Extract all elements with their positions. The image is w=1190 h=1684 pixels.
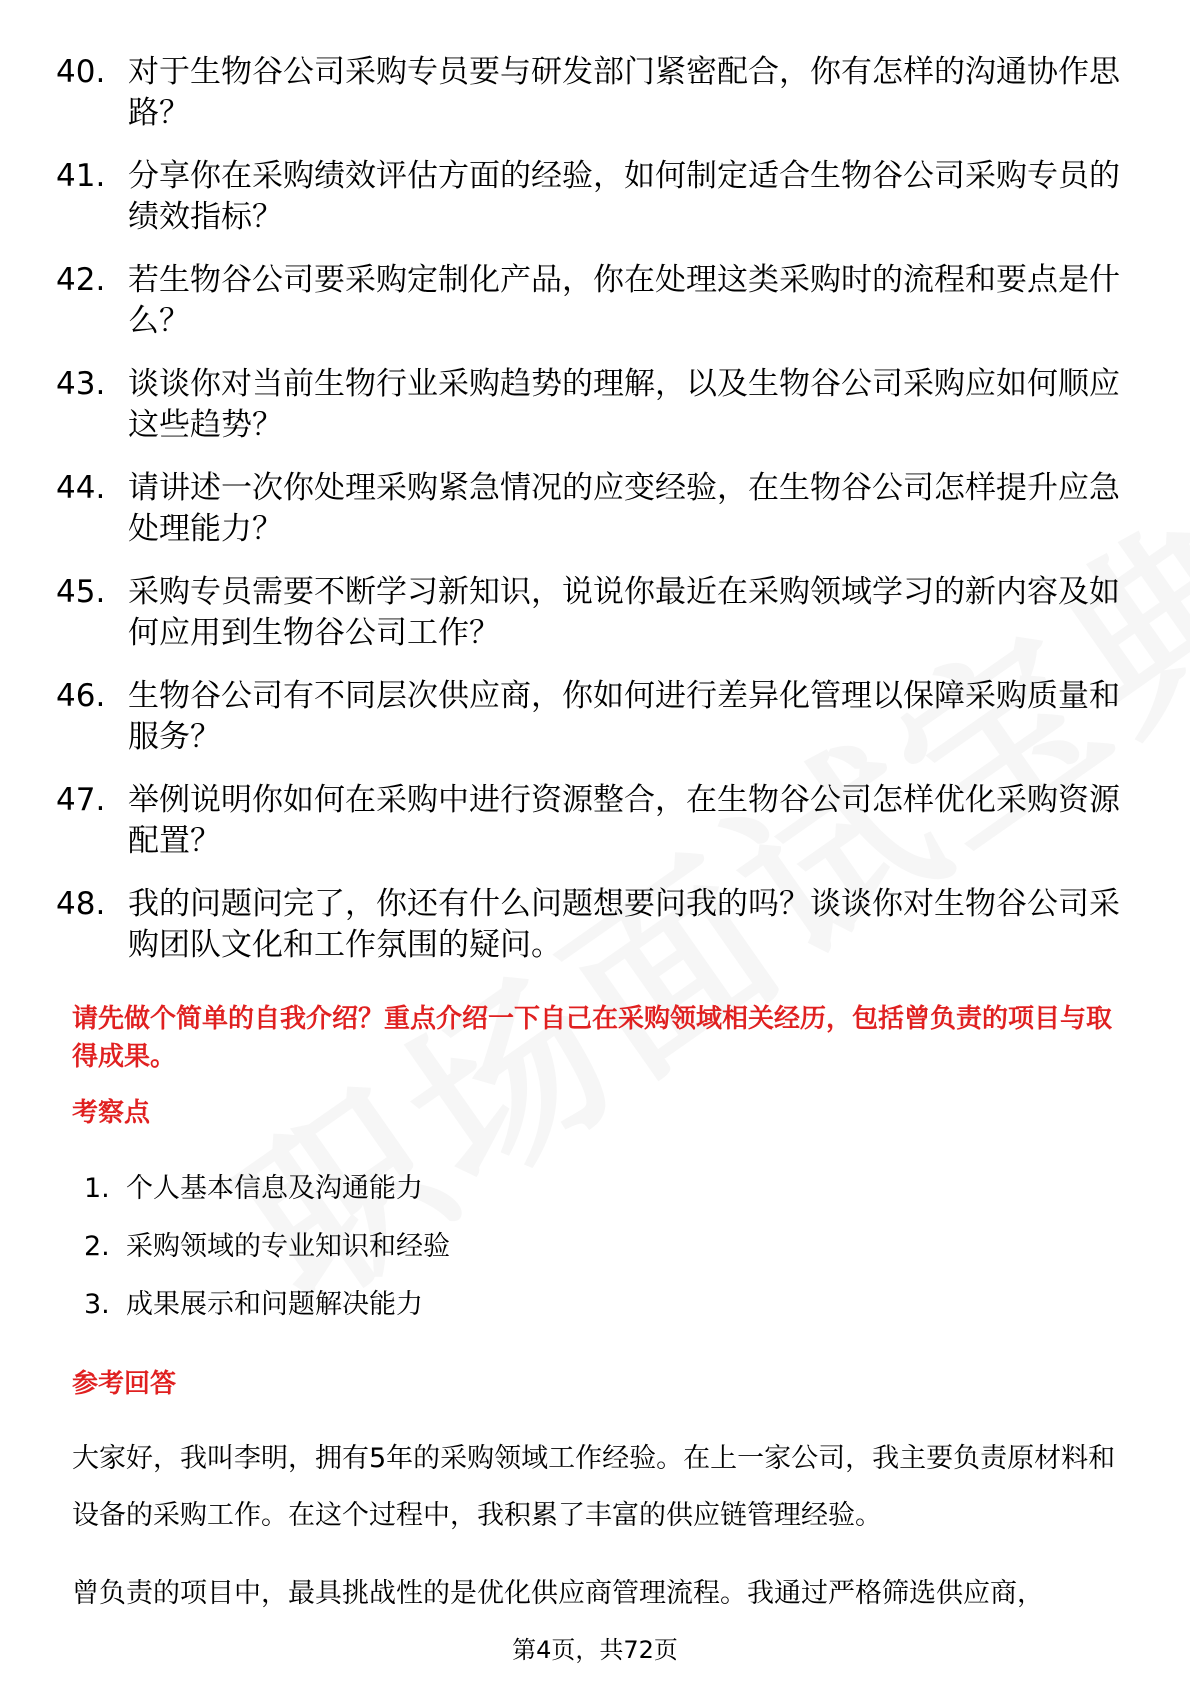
list-item [56,156,1136,238]
page-number: 第4页，共72页 [512,1636,678,1664]
point-number: 3. [84,1289,110,1320]
question-text: 举例说明你如何在采购中进行资源整合，在生物谷公司怎样优化采购资源配置？ [128,782,1120,859]
question-text: 生物谷公司有不同层次供应商，你如何进行差异化管理以保障采购质量和服务？ [128,678,1120,755]
question-number: 44. [56,470,106,506]
question-text: 我的问题问完了，你还有什么问题想要问我的吗？谈谈你对生物谷公司采购团队文化和工作氛围的疑问。 [128,886,1120,963]
list-item [56,364,1136,446]
point-number: 2. [84,1231,110,1262]
answer-heading: 参考回答 [72,1369,177,1399]
answer-paragraph: 大家好，我叫李明，拥有5年的采购领域工作经验。在上一家公司，我主要负责原材料和设备的采购工作。在这个过程中，我积累了丰富的供应链管理经验。 [72,1443,1116,1531]
point-text: 个人基本信息及沟通能力 [126,1173,423,1204]
list-item [56,676,1136,758]
list-item [84,1286,450,1324]
list-item [56,780,1136,862]
question-number: 41. [56,158,106,194]
list-item [56,468,1136,550]
question-number: 46. [56,678,106,714]
question-text: 谈谈你对当前生物行业采购趋势的理解，以及生物谷公司采购应如何顺应这些趋势？ [128,366,1120,443]
question-text: 对于生物谷公司采购专员要与研发部门紧密配合，你有怎样的沟通协作思路？ [128,54,1120,131]
list-item [56,260,1136,342]
answer-paragraph: 曾负责的项目中，最具挑战性的是优化供应商管理流程。我通过严格筛选供应商， [72,1578,1044,1609]
question-number: 42. [56,262,106,298]
list-item [56,52,1136,134]
point-text: 采购领域的专业知识和经验 [126,1231,450,1262]
question-text: 请讲述一次你处理采购紧急情况的应变经验，在生物谷公司怎样提升应急处理能力？ [128,470,1120,547]
question-text: 采购专员需要不断学习新知识，说说你最近在采购领域学习的新内容及如何应用到生物谷公司工作？ [128,574,1120,651]
point-number: 1. [84,1173,110,1204]
question-number: 40. [56,54,106,90]
question-list [56,52,1136,988]
question-text: 分享你在采购绩效评估方面的经验，如何制定适合生物谷公司采购专员的绩效指标？ [128,158,1120,235]
list-item [84,1228,450,1266]
question-number: 45. [56,574,106,610]
list-item [56,884,1136,966]
point-text: 成果展示和问题解决能力 [126,1289,423,1320]
featured-question: 请先做个简单的自我介绍？重点介绍一下自己在采购领域相关经历，包括曾负责的项目与取得成果。 [72,1004,1113,1072]
list-item [56,572,1136,654]
question-text: 若生物谷公司要采购定制化产品，你在处理这类采购时的流程和要点是什么？ [128,262,1120,339]
question-number: 48. [56,886,106,922]
points-heading: 考察点 [72,1098,151,1128]
list-item [84,1170,450,1208]
question-number: 47. [56,782,106,818]
points-list [84,1170,450,1344]
question-number: 43. [56,366,106,402]
